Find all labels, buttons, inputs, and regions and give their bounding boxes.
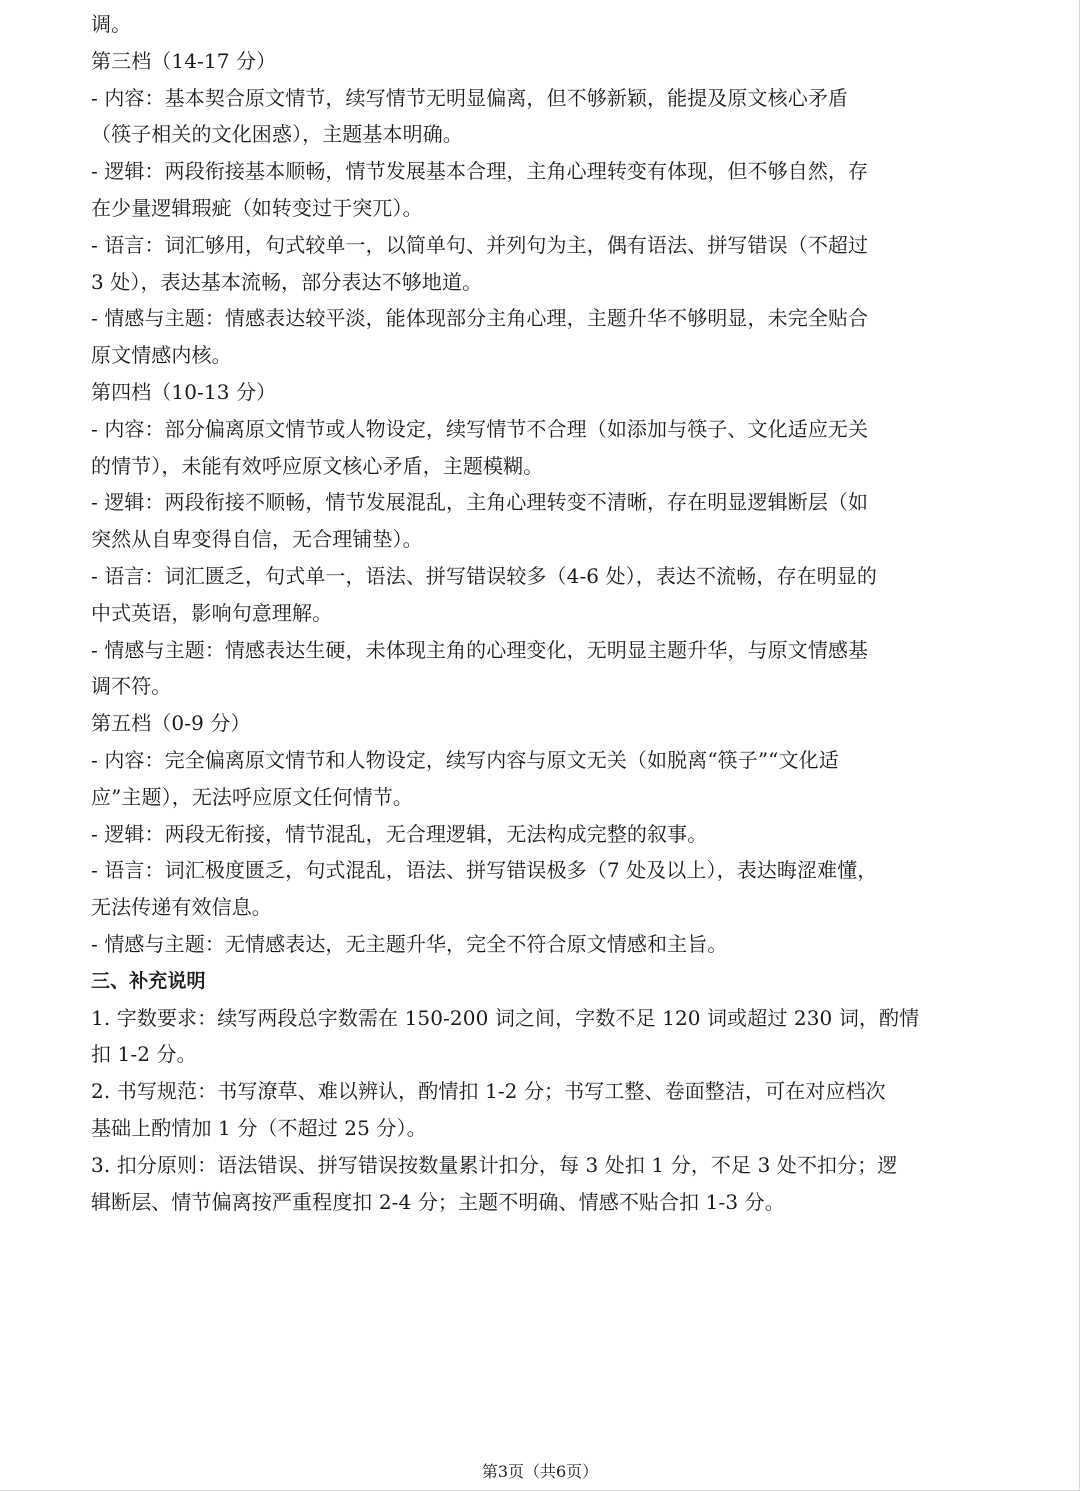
text-line: 2. 书写规范：书写潦草、难以辨认，酌情扣 1-2 分；书写工整、卷面整洁，可在对应档次 [91, 1079, 886, 1104]
text-line: - 语言：词汇够用，句式较单一，以简单句、并列句为主，偶有语法、拼写错误（不超过 [91, 232, 869, 257]
text-line: 应”主题），无法呼应原文任何情节。 [91, 784, 413, 809]
text-line: - 逻辑：两段衔接基本顺畅，情节发展基本合理，主角心理转变有体现，但不够自然，存 [91, 159, 869, 184]
grade-heading-3: 第三档（14-17 分） [91, 48, 277, 73]
text-line: - 逻辑：两段无衔接，情节混乱，无合理逻辑，无法构成完整的叙事。 [91, 821, 708, 846]
text-line: - 情感与主题：无情感表达，无主题升华，完全不符合原文情感和主旨。 [91, 931, 728, 956]
page-number-footer: 第3页（共6页） [481, 1462, 599, 1481]
grade-heading-4: 第四档（10-13 分） [91, 379, 277, 404]
text-line: - 情感与主题：情感表达生硬，未体现主角的心理变化，无明显主题升华，与原文情感基 [91, 637, 869, 662]
text-line: - 内容：完全偏离原文情节和人物设定，续写内容与原文无关（如脱离“筷子”“文化适 [91, 747, 839, 772]
text-line: 原文情感内核。 [91, 343, 232, 368]
text-line: 基础上酌情加 1 分（不超过 25 分）。 [91, 1115, 427, 1140]
text-line: - 语言：词汇匮乏，句式单一，语法、拼写错误较多（4-6 处），表达不流畅，存在明显的 [91, 563, 877, 588]
text-line: 调。 [91, 12, 132, 36]
text-line: 辑断层、情节偏离按严重程度扣 2-4 分；主题不明确、情感不贴合扣 1-3 分。 [91, 1189, 785, 1214]
document-body [91, 6, 943, 1220]
text-line: 3 处），表达基本流畅，部分表达不够地道。 [91, 269, 483, 294]
text-line: 突然从自卑变得自信，无合理铺垫）。 [91, 527, 423, 552]
text-line: - 语言：词汇极度匮乏，句式混乱，语法、拼写错误极多（7 处及以上），表达晦涩难懂， [91, 858, 878, 883]
text-line: 调不符。 [91, 674, 172, 699]
text-line: - 情感与主题：情感表达较平淡，能体现部分主角心理，主题升华不够明显，未完全贴合 [91, 306, 869, 331]
text-line: - 内容：部分偏离原文情节或人物设定，续写情节不合理（如添加与筷子、文化适应无关 [91, 416, 869, 441]
section-heading-supplement: 三、补充说明 [91, 969, 206, 992]
text-line: 的情节），未能有效呼应原文核心矛盾，主题模糊。 [91, 453, 544, 478]
grade-heading-5: 第五档（0-9 分） [91, 711, 251, 736]
text-line: - 内容：基本契合原文情节，续写情节无明显偏离，但不够新颖，能提及原文核心矛盾 [91, 85, 849, 110]
text-line: 中式英语，影响句意理解。 [91, 600, 333, 625]
text-line: - 逻辑：两段衔接不顺畅，情节发展混乱，主角心理转变不清晰，存在明显逻辑断层（如 [91, 490, 869, 515]
text-line: 1. 字数要求：续写两段总字数需在 150-200 词之间，字数不足 120 词或超过 230 词，酌情 [91, 1005, 920, 1030]
text-line: （筷子相关的文化困惑），主题基本明确。 [91, 122, 463, 147]
text-line: 3. 扣分原则：语法错误、拼写错误按数量累计扣分，每 3 处扣 1 分，不足 3 处不扣分；逻 [91, 1152, 898, 1177]
text-line: 扣 1-2 分。 [91, 1042, 197, 1067]
text-line: 无法传递有效信息。 [91, 895, 272, 920]
text-line: 在少量逻辑瑕疵（如转变过于突兀）。 [91, 195, 423, 220]
